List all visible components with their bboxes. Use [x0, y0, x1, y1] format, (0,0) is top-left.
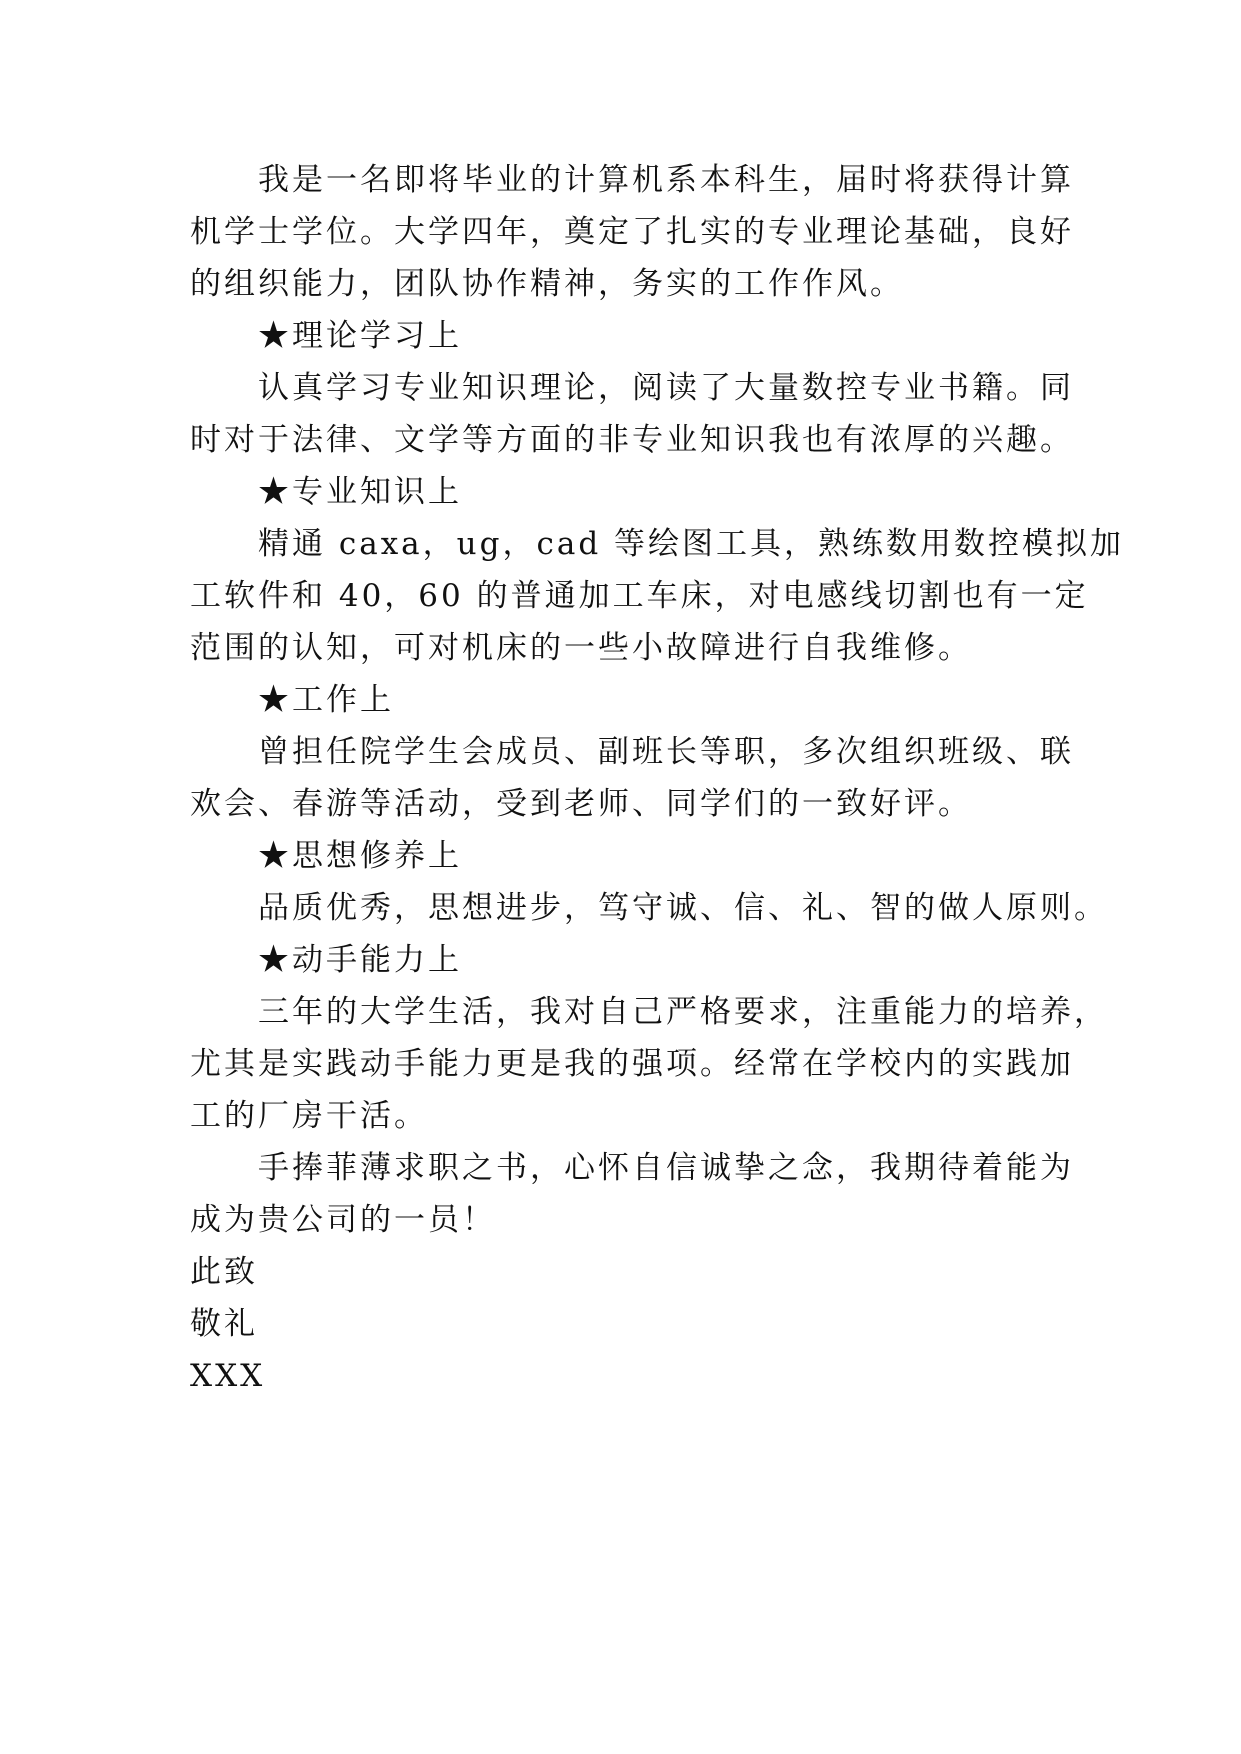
paragraph-hands-on-line-2: 尤其是实践动手能力更是我的强项。经常在学校内的实践加: [190, 1046, 1074, 1082]
section-heading-character: ★思想修养上: [258, 838, 462, 874]
paragraph-closing-line-2: 成为贵公司的一员！: [190, 1202, 496, 1238]
section-heading-work: ★工作上: [258, 682, 394, 718]
salutation-jingli: 敬礼: [190, 1306, 258, 1342]
section-heading-expertise: ★专业知识上: [258, 474, 462, 510]
paragraph-theory-line-1: 认真学习专业知识理论，阅读了大量数控专业书籍。同: [258, 370, 1074, 406]
signature-name: XXX: [190, 1358, 266, 1394]
paragraph-work-line-1: 曾担任院学生会成员、副班长等职，多次组织班级、联: [258, 734, 1074, 770]
paragraph-theory-line-2: 时对于法律、文学等方面的非专业知识我也有浓厚的兴趣。: [190, 422, 1074, 458]
paragraph-expertise-line-3: 范围的认知，可对机床的一些小故障进行自我维修。: [190, 630, 972, 666]
paragraph-hands-on-line-1: 三年的大学生活，我对自己严格要求，注重能力的培养，: [258, 994, 1108, 1030]
paragraph-intro-line-2: 机学士学位。大学四年，奠定了扎实的专业理论基础，良好: [190, 214, 1074, 250]
paragraph-intro-line-3: 的组织能力，团队协作精神，务实的工作作风。: [190, 266, 904, 302]
section-heading-hands-on: ★动手能力上: [258, 942, 462, 978]
paragraph-hands-on-line-3: 工的厂房干活。: [190, 1098, 428, 1134]
paragraph-expertise-line-2: 工软件和 40，60 的普通加工车床，对电感线切割也有一定: [190, 578, 1089, 614]
salutation-cizhi: 此致: [190, 1254, 258, 1290]
paragraph-character-line-1: 品质优秀，思想进步，笃守诚、信、礼、智的做人原则。: [258, 890, 1108, 926]
paragraph-intro-line-1: 我是一名即将毕业的计算机系本科生，届时将获得计算: [258, 162, 1074, 198]
paragraph-expertise-line-1: 精通 caxa，ug，cad 等绘图工具，熟练数用数控模拟加: [258, 526, 1125, 562]
paragraph-work-line-2: 欢会、春游等活动，受到老师、同学们的一致好评。: [190, 786, 972, 822]
paragraph-closing-line-1: 手捧菲薄求职之书，心怀自信诚挚之念，我期待着能为: [258, 1150, 1074, 1186]
section-heading-theory: ★理论学习上: [258, 318, 462, 354]
